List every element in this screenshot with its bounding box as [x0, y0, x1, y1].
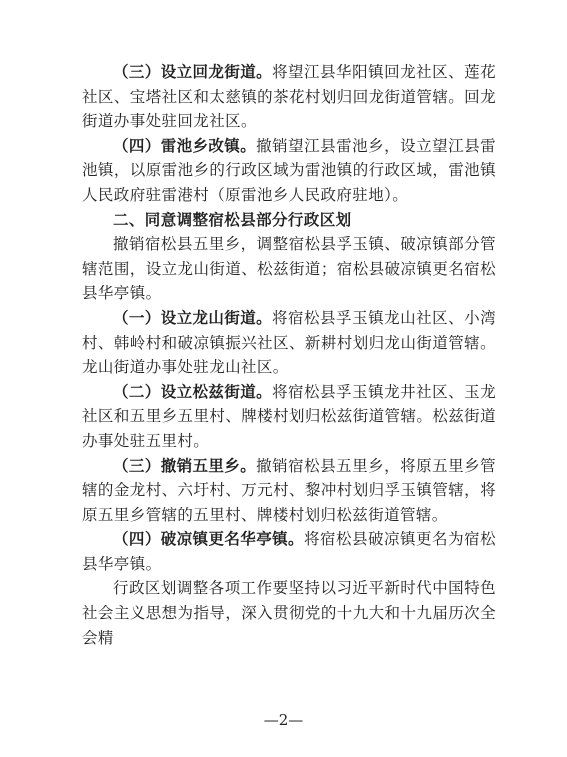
paragraph-songzi-subdistrict: [82, 380, 496, 454]
paragraph-huilong-subdistrict: [82, 60, 496, 134]
paragraph-text: 将望江县华阳镇回龙社区、莲花社区、宝塔社区和太慈镇的茶花村划归回龙街道管辖。回龙街道办事处驻回龙社区。: [82, 63, 496, 131]
paragraph-text: 撤销望江县雷池乡，设立望江县雷池镇，以原雷池乡的行政区域为雷池镇的行政区域，雷池镇人民政府驻雷港村（原雷池乡人民政府驻地）。: [82, 136, 496, 204]
paragraph-lead: （三）撤销五里乡。: [113, 456, 257, 475]
paragraph-lead: （三）设立回龙街道。: [113, 63, 273, 81]
paragraph-huating-rename: [82, 527, 496, 576]
paragraph-longshan-subdistrict: [82, 306, 496, 380]
document-body: [82, 60, 496, 650]
paragraph-wuli-abolished: [82, 454, 496, 528]
paragraph-lead: （二）设立松兹街道。: [113, 382, 273, 401]
section-heading: 二、同意调整宿松县部分行政区划: [113, 210, 352, 229]
paragraph-lead: （四）雷池乡改镇。: [113, 136, 257, 155]
paragraph-lead: （四）破凉镇更名华亭镇。: [113, 530, 304, 549]
paragraph-guidance: [82, 576, 496, 650]
paragraph-text: 将宿松县孚玉镇龙井社区、玉龙社区和五里乡五里村、牌楼村划归松兹街道管辖。松兹街道办事处驻五里村。: [82, 382, 496, 450]
paragraph-text: 将宿松县破凉镇更名为宿松县华亭镇。: [82, 530, 496, 573]
paragraph-text: 撤销宿松县五里乡，将原五里乡管辖的金龙村、六圩村、万元村、黎冲村划归孚玉镇管辖，将原五里乡管辖的五里村、牌楼村划归松兹街道管辖。: [82, 456, 496, 524]
paragraph-leichi-town: [82, 134, 496, 208]
paragraph-text: 撤销宿松县五里乡，调整宿松县孚玉镇、破凉镇部分管辖范围，设立龙山街道、松兹街道；宿松县破凉镇更名宿松县华亭镇。: [82, 235, 496, 303]
paragraph-text: 行政区划调整各项工作要坚持以习近平新时代中国特色社会主义思想为指导，深入贯彻党的十九大和十九届历次全会精: [82, 579, 496, 647]
paragraph-text: 将宿松县孚玉镇龙山社区、小湾村、韩岭村和破凉镇振兴社区、新耕村划归龙山街道管辖。龙山街道办事处驻龙山社区。: [82, 308, 496, 377]
paragraph-lead: （一）设立龙山街道。: [113, 308, 273, 327]
page-number: —2—: [263, 711, 304, 729]
paragraph-susong-overview: [82, 232, 496, 306]
